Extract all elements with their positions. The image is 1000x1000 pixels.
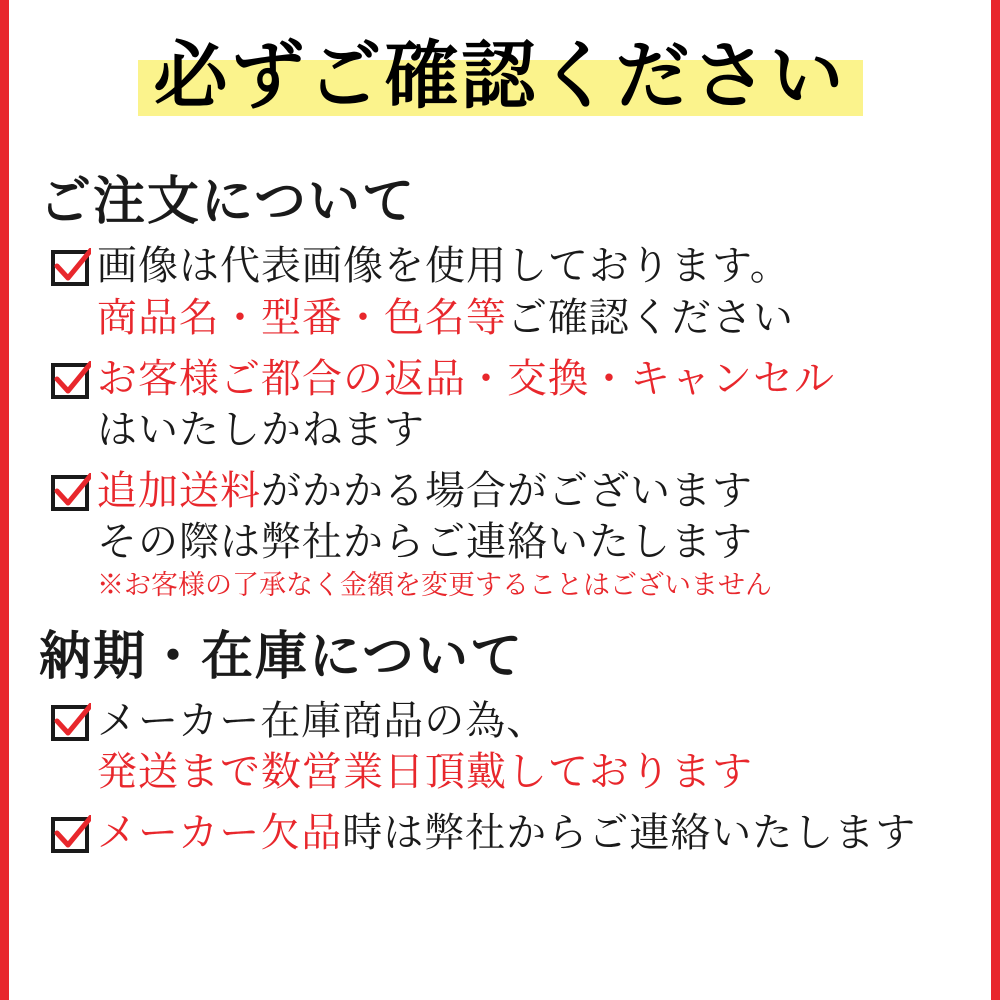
section-heading-delivery: 納期・在庫について: [39, 628, 524, 686]
checkbox-checked-icon: [51, 473, 91, 513]
section-heading-orders: ご注文について: [39, 174, 416, 231]
list-item-text: [97, 465, 991, 602]
page-title-text: 必ずご確認ください: [153, 36, 847, 118]
page-title-wrapper: [9, 34, 991, 124]
text-line-note: ※お客様の了承なく金額を変更することはございません: [97, 569, 772, 600]
text-segment-black: ご確認ください: [507, 294, 794, 340]
text-segment-red: 追加送料: [97, 468, 261, 514]
notice-content: [9, 0, 991, 1000]
text-segment-black: がかかる場合がございます: [261, 468, 753, 514]
text-line: [97, 295, 794, 340]
text-line: その際は弊社からご連絡いたします: [97, 519, 753, 565]
list-item: [51, 807, 991, 858]
text-line: [97, 468, 753, 513]
text-line: 発送まで数営業日頂戴しております: [97, 749, 753, 795]
text-line: お客様ご都合の返品・交換・キャンセル: [97, 355, 835, 401]
checkbox-checked-icon: [51, 703, 91, 743]
page-title: [138, 34, 863, 124]
list-item-text: [97, 695, 991, 797]
text-segment-black: 時は弊社からご連絡いたします: [342, 810, 917, 856]
text-segment-red: 商品名・型番・色名等: [97, 294, 507, 340]
text-line: メーカー在庫商品の為、: [97, 698, 548, 743]
checkbox-checked-icon: [51, 248, 91, 288]
list-item: [51, 465, 991, 602]
list-item: [51, 240, 991, 342]
list-item-text: [97, 807, 991, 858]
delivery-item-list: [9, 695, 991, 859]
text-line: [97, 810, 916, 855]
list-item-text: [97, 353, 991, 455]
text-line: はいたしかねます: [97, 406, 425, 452]
list-item-text: [97, 240, 991, 342]
list-item: [51, 353, 991, 455]
orders-item-list: [9, 240, 991, 602]
list-item: [51, 695, 991, 797]
text-line: 画像は代表画像を使用しております。: [97, 243, 791, 289]
text-segment-red: メーカー欠品: [97, 810, 343, 856]
right-red-border: [991, 0, 1000, 1000]
checkbox-checked-icon: [51, 815, 91, 855]
checkbox-checked-icon: [51, 361, 91, 401]
left-red-border: [0, 0, 9, 1000]
